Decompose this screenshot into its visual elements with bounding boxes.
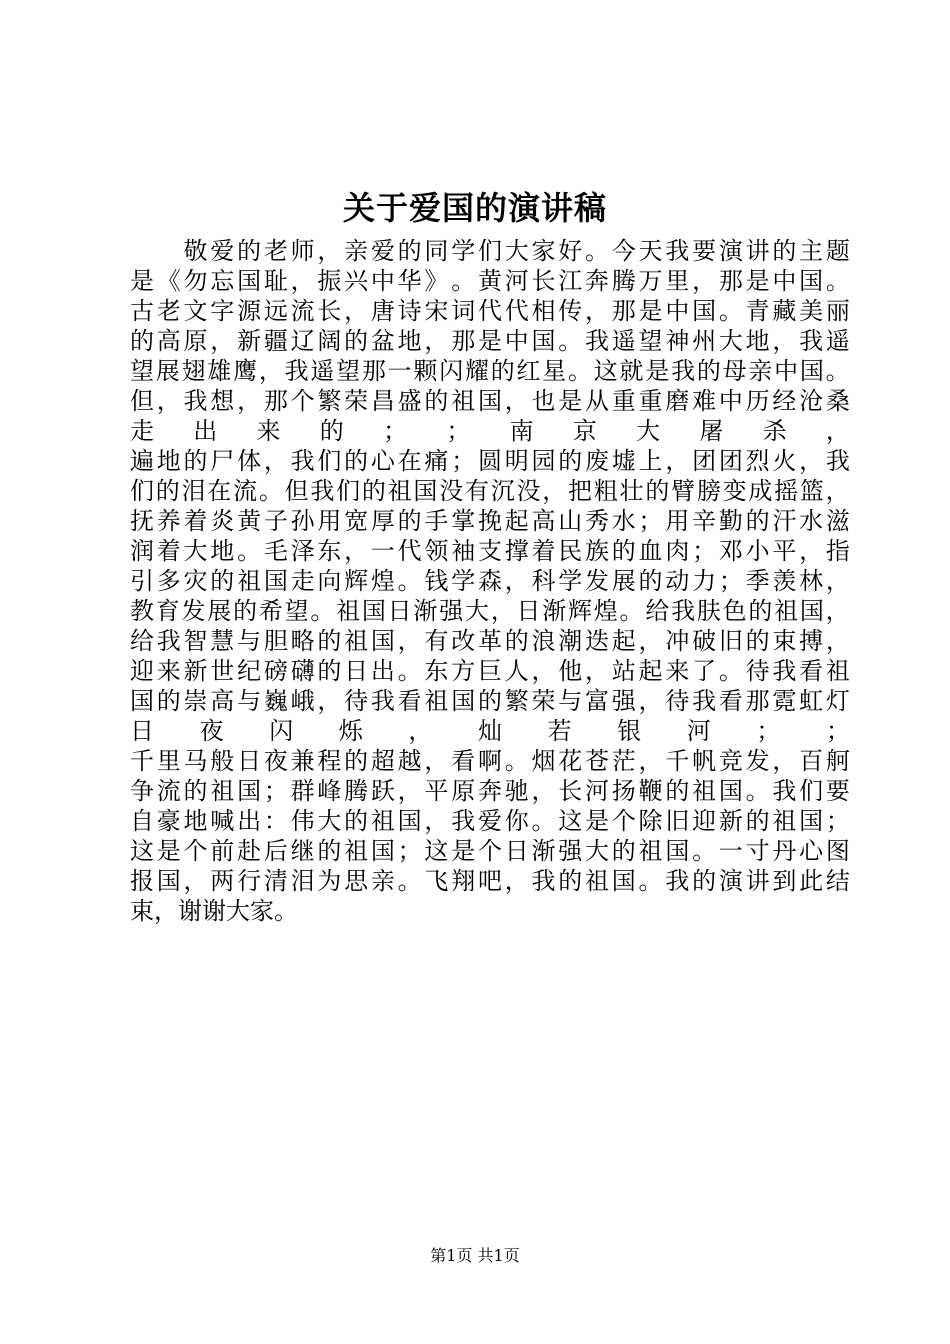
- paragraph-line: 的 高 原 ， 新 疆 辽 阔 的 盆 地 ， 那 是 中 国 。 我 遥 望 神 州 大 地 ， 我 遥: [130, 327, 850, 355]
- paragraph-line: 报 国 ， 两 行 清 泪 为 思 亲 。 飞 翔 吧 ， 我 的 祖 国 。 我 的 演 讲 到 此 结: [130, 867, 850, 895]
- paragraph-line: 遍 地 的 尸 体 ， 我 们 的 心 在 痛 ； 圆 明 园 的 废 墟 上 ， 团 团 烈 火 ， 我: [130, 447, 850, 475]
- paragraph-line: 自 豪 地 喊 出 ： 伟 大 的 祖 国 ， 我 爱 你 。 这 是 个 除 旧 迎 新 的 祖 国 ；: [130, 807, 850, 835]
- paragraph-line: 教 育 发 展 的 希 望 。 祖 国 日 渐 强 大 ， 日 渐 辉 煌 。 给 我 肤 色 的 祖 国 ，: [130, 597, 850, 625]
- paragraph-line: 给 我 智 慧 与 胆 略 的 祖 国 ， 有 改 革 的 浪 潮 迭 起 ， 冲 破 旧 的 束 搏 ，: [130, 627, 850, 655]
- paragraph-line: 望 展 翅 雄 鹰 ， 我 遥 望 那 一 颗 闪 耀 的 红 星 。 这 就 是 我 的 母 亲 中 国 。: [130, 357, 850, 385]
- paragraph-line: 抚 养 着 炎 黄 子 孙 用 宽 厚 的 手 掌 挽 起 高 山 秀 水 ； 用 辛 勤 的 汗 水 滋: [130, 507, 850, 535]
- paragraph-line: 迎 来 新 世 纪 磅 礴 的 日 出 。 东 方 巨 人 ， 他 ， 站 起 来 了 。 待 我 看 祖: [130, 657, 850, 685]
- paragraph-line: 日 夜 闪 烁 ， 灿 若 银 河 ； ；: [130, 717, 850, 745]
- paragraph-line: 敬 爱 的 老 师 ， 亲 爱 的 同 学 们 大 家 好 。 今 天 我 要 演 讲 的 主 题: [183, 237, 850, 265]
- paragraph-line: 引 多 灾 的 祖 国 走 向 辉 煌 。 钱 学 森 ， 科 学 发 展 的 动 力 ； 季 羡 林 ，: [130, 567, 850, 595]
- paragraph-line: 古 老 文 字 源 远 流 长 ， 唐 诗 宋 词 代 代 相 传 ， 那 是 中 国 。 青 藏 美 丽: [130, 297, 850, 325]
- paragraph-line: 束，谢谢大家。: [130, 897, 298, 925]
- paragraph-line: 走 出 来 的 ； ； 南 京 大 屠 杀 ，: [130, 417, 850, 445]
- paragraph-line: 争 流 的 祖 国 ； 群 峰 腾 跃 ， 平 原 奔 驰 ， 长 河 扬 鞭 的 祖 国 。 我 们 要: [130, 777, 850, 805]
- paragraph-line: 润 着 大 地 。 毛 泽 东 ， 一 代 领 袖 支 撑 着 民 族 的 血 肉 ； 邓 小 平 ， 指: [130, 537, 850, 565]
- paragraph-line: 国 的 崇 高 与 巍 峨 ， 待 我 看 祖 国 的 繁 荣 与 富 强 ， 待 我 看 那 霓 虹 灯: [130, 687, 850, 715]
- paragraph-line: 们 的 泪 在 流 。 但 我 们 的 祖 国 没 有 沉 没 ， 把 粗 壮 的 臂 膀 变 成 摇 篮 ，: [130, 477, 850, 505]
- paragraph-line: 但 ， 我 想 ， 那 个 繁 荣 昌 盛 的 祖 国 ， 也 是 从 重 重 磨 难 中 历 经 沧 桑: [130, 387, 850, 415]
- page-footer: 第1页 共1页: [430, 1246, 520, 1265]
- paragraph-line: 千 里 马 般 日 夜 兼 程 的 超 越 ， 看 啊 。 烟 花 苍 茫 ， 千 帆 竞 发 ， 百 舸: [130, 747, 850, 775]
- paragraph-line: 这 是 个 前 赴 后 继 的 祖 国 ； 这 是 个 日 渐 强 大 的 祖 国 。 一 寸 丹 心 图: [130, 837, 850, 865]
- document-title: 关于爱国的演讲稿: [342, 189, 607, 227]
- paragraph-line: 是 《 勿 忘 国 耻 ， 振 兴 中 华 》 。 黄 河 长 江 奔 腾 万 里 ， 那 是 中 国 。: [130, 267, 850, 295]
- document-body: [130, 236, 850, 926]
